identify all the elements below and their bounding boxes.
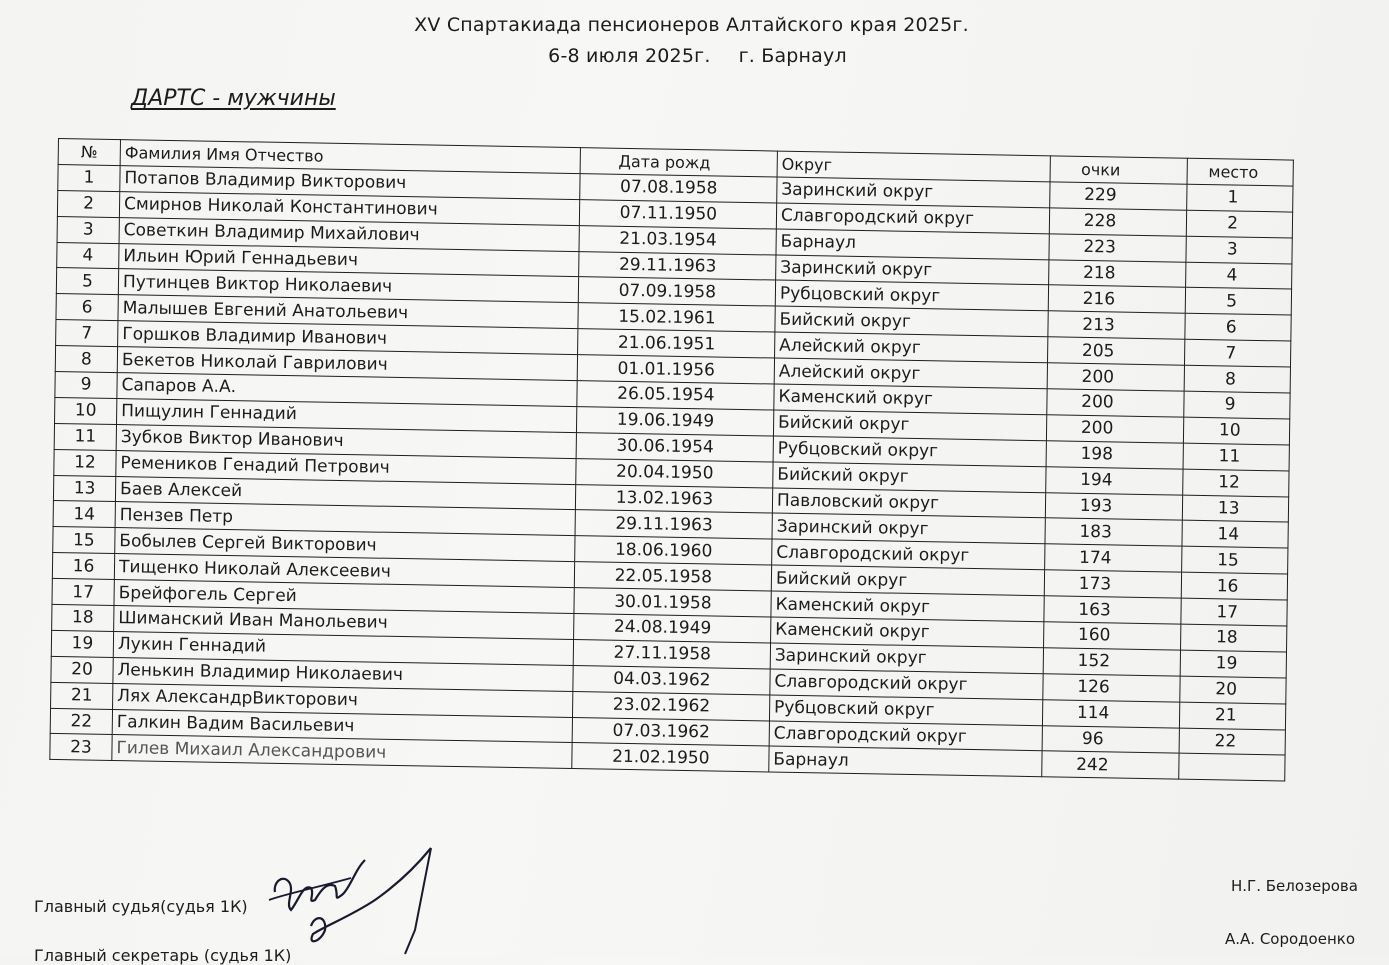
cell-points: 229	[1049, 182, 1187, 210]
cell-district: Славгородский округ	[770, 669, 1043, 700]
cell-birth: 07.03.1962	[572, 717, 770, 746]
cell-num: 10	[55, 397, 117, 424]
cell-place: 11	[1183, 443, 1289, 471]
cell-district: Бийский округ	[775, 306, 1048, 337]
cell-birth: 29.11.1963	[578, 251, 776, 280]
cell-birth: 29.11.1963	[575, 510, 773, 539]
cell-num: 2	[57, 190, 119, 217]
cell-points: 205	[1047, 337, 1185, 365]
cell-name: Сапаров А.А.	[117, 373, 577, 407]
cell-birth: 20.04.1950	[575, 458, 773, 487]
cell-place: 7	[1185, 339, 1291, 367]
cell-points: 213	[1048, 311, 1186, 339]
secretary-label: Главный секретарь (судья 1К)	[34, 946, 292, 965]
cell-birth: 22.05.1958	[574, 562, 772, 591]
cell-place: 14	[1182, 521, 1288, 549]
cell-points: 114	[1042, 699, 1180, 727]
cell-birth: 27.11.1958	[573, 639, 771, 668]
cell-points: 194	[1045, 466, 1183, 494]
cell-district: Заринский округ	[772, 513, 1045, 544]
cell-place: 17	[1181, 598, 1287, 626]
cell-birth: 15.02.1961	[578, 303, 776, 332]
cell-birth: 24.08.1949	[573, 614, 771, 643]
cell-name: Гилев Михаил Александрович	[112, 735, 572, 769]
sport-heading: ДАРТС - мужчины	[131, 86, 336, 111]
cell-place: 10	[1184, 417, 1290, 445]
cell-birth: 23.02.1962	[572, 691, 770, 720]
col-header-num: №	[58, 139, 120, 166]
cell-place: 2	[1187, 210, 1293, 238]
cell-place: 16	[1182, 572, 1288, 600]
cell-num: 16	[52, 553, 114, 580]
cell-points: 183	[1045, 518, 1183, 546]
cell-place: 20	[1180, 676, 1286, 704]
cell-points: 216	[1048, 285, 1186, 313]
cell-points: 126	[1042, 674, 1180, 702]
cell-name: Лях АлександрВикторович	[113, 683, 573, 717]
cell-num: 22	[50, 708, 112, 735]
col-header-place: место	[1187, 158, 1293, 186]
cell-points: 198	[1046, 441, 1184, 469]
cell-name: Советкин Владимир Михайлович	[119, 217, 579, 251]
cell-place: 15	[1182, 547, 1288, 575]
cell-points: 163	[1044, 596, 1182, 624]
cell-district: Славгородский округ	[769, 721, 1042, 752]
cell-birth: 21.03.1954	[579, 225, 777, 254]
cell-num: 18	[52, 604, 114, 631]
chief-judge-name: Н.Г. Белозерова	[1231, 877, 1358, 895]
cell-name: Путинцев Виктор Николаевич	[118, 269, 578, 303]
col-header-name: Фамилия Имя Отчество	[120, 140, 580, 174]
cell-num: 3	[57, 216, 119, 243]
cell-birth: 30.06.1954	[576, 432, 774, 461]
cell-place: 19	[1181, 650, 1287, 678]
cell-name: Галкин Вадим Васильевич	[112, 709, 572, 743]
cell-name: Баев Алексей	[115, 476, 575, 510]
cell-place: 22	[1179, 728, 1285, 756]
cell-district: Заринский округ	[770, 643, 1043, 674]
cell-name: Ремеников Генадий Петрович	[116, 450, 576, 484]
cell-name: Ленькин Владимир Николаевич	[113, 657, 573, 691]
cell-num: 23	[50, 734, 112, 761]
cell-place: 5	[1186, 288, 1292, 316]
cell-district: Барнаул	[776, 229, 1049, 260]
col-header-birth: Дата рожд	[580, 148, 778, 177]
chief-judge-label: Главный судья(судья 1К)	[34, 897, 248, 916]
document-subtitle	[3, 45, 1389, 67]
cell-birth: 13.02.1963	[575, 484, 773, 513]
event-dates: 6-8 июля 2025г.	[548, 45, 711, 67]
cell-num: 7	[56, 320, 118, 347]
cell-birth: 21.06.1951	[577, 329, 775, 358]
cell-points: 200	[1046, 415, 1184, 443]
cell-num: 13	[53, 475, 115, 502]
cell-points: 152	[1043, 648, 1181, 676]
cell-place: 13	[1183, 495, 1289, 523]
cell-name: Смирнов Николай Константинович	[119, 191, 579, 225]
cell-name: Брейфогель Сергей	[114, 580, 574, 614]
event-city: г. Барнаул	[738, 45, 847, 67]
cell-num: 20	[51, 656, 113, 683]
cell-district: Заринский округ	[776, 255, 1049, 286]
cell-points: 193	[1045, 492, 1183, 520]
cell-name: Бобылев Сергей Викторович	[115, 528, 575, 562]
cell-place: 3	[1186, 236, 1292, 264]
handwritten-signature	[255, 830, 455, 957]
cell-district: Бийский округ	[773, 462, 1046, 493]
document-title: XV Спартакиада пенсионеров Алтайского края 2025г.	[414, 14, 969, 36]
cell-num: 8	[55, 346, 117, 373]
cell-name: Шиманский Иван Манольевич	[114, 606, 574, 640]
cell-points: 173	[1044, 570, 1182, 598]
cell-district: Барнаул	[769, 746, 1042, 777]
cell-place: 6	[1185, 314, 1291, 342]
cell-name: Лукин Геннадий	[113, 631, 573, 665]
cell-name: Малышев Евгений Анатольевич	[118, 295, 578, 329]
cell-birth: 07.11.1950	[579, 199, 777, 228]
cell-birth: 21.02.1950	[571, 743, 769, 772]
cell-name: Пищулин Геннадий	[117, 398, 577, 432]
cell-num: 14	[53, 501, 115, 528]
cell-birth: 19.06.1949	[576, 406, 774, 435]
cell-district: Славгородский округ	[776, 203, 1049, 234]
cell-name: Пензев Петр	[115, 502, 575, 536]
cell-district: Каменский округ	[774, 384, 1047, 415]
cell-district: Каменский округ	[771, 617, 1044, 648]
cell-place	[1179, 754, 1285, 782]
cell-num: 19	[51, 630, 113, 657]
cell-num: 1	[58, 164, 120, 191]
cell-points: 160	[1043, 622, 1181, 650]
cell-district: Рубцовский округ	[769, 695, 1042, 726]
cell-district: Бийский округ	[773, 410, 1046, 441]
cell-birth: 26.05.1954	[577, 381, 775, 410]
cell-points: 174	[1044, 544, 1182, 572]
cell-district: Рубцовский округ	[773, 436, 1046, 467]
cell-num: 15	[53, 527, 115, 554]
cell-place: 9	[1184, 391, 1290, 419]
cell-num: 17	[52, 579, 114, 606]
cell-points: 223	[1049, 233, 1187, 261]
cell-name: Потапов Владимир Викторович	[120, 165, 580, 199]
table-body	[50, 164, 1293, 781]
cell-place: 4	[1186, 262, 1292, 290]
cell-points: 242	[1041, 751, 1179, 779]
cell-name: Бекетов Николай Гаврилович	[117, 347, 577, 381]
cell-birth: 07.08.1958	[579, 174, 777, 203]
cell-district: Каменский округ	[771, 591, 1044, 622]
cell-points: 200	[1046, 389, 1184, 417]
cell-birth: 01.01.1956	[577, 355, 775, 384]
col-header-district: Округ	[777, 151, 1050, 182]
cell-district: Алейский округ	[774, 332, 1047, 363]
cell-name: Тищенко Николай Алексеевич	[114, 554, 574, 588]
cell-num: 6	[56, 294, 118, 321]
cell-num: 5	[56, 268, 118, 295]
cell-place: 21	[1180, 702, 1286, 730]
cell-name: Зубков Виктор Иванович	[116, 424, 576, 458]
cell-place: 18	[1181, 624, 1287, 652]
cell-district: Рубцовский округ	[775, 280, 1048, 311]
cell-num: 21	[51, 682, 113, 709]
results-table	[49, 138, 1294, 782]
cell-birth: 04.03.1962	[573, 665, 771, 694]
cell-num: 4	[57, 242, 119, 269]
cell-name: Ильин Юрий Геннадьевич	[119, 243, 579, 277]
cell-points: 96	[1042, 725, 1180, 753]
cell-place: 1	[1187, 184, 1293, 212]
cell-place: 12	[1183, 469, 1289, 497]
secretary-name: А.А. Сородоенко	[1225, 930, 1355, 948]
cell-name: Горшков Владимир Иванович	[118, 321, 578, 355]
cell-birth: 30.01.1958	[574, 588, 772, 617]
cell-points: 218	[1048, 259, 1186, 287]
col-header-points: очки	[1050, 156, 1188, 184]
cell-district: Славгородский округ	[772, 539, 1045, 570]
cell-points: 228	[1049, 208, 1187, 236]
cell-district: Алейский округ	[774, 358, 1047, 389]
cell-birth: 18.06.1960	[574, 536, 772, 565]
cell-points: 200	[1047, 363, 1185, 391]
cell-district: Павловский округ	[772, 488, 1045, 519]
cell-district: Бийский округ	[771, 565, 1044, 596]
cell-num: 12	[54, 449, 116, 476]
cell-birth: 07.09.1958	[578, 277, 776, 306]
cell-num: 9	[55, 371, 117, 398]
cell-place: 8	[1184, 365, 1290, 393]
cell-district: Заринский округ	[777, 177, 1050, 208]
cell-num: 11	[54, 423, 116, 450]
